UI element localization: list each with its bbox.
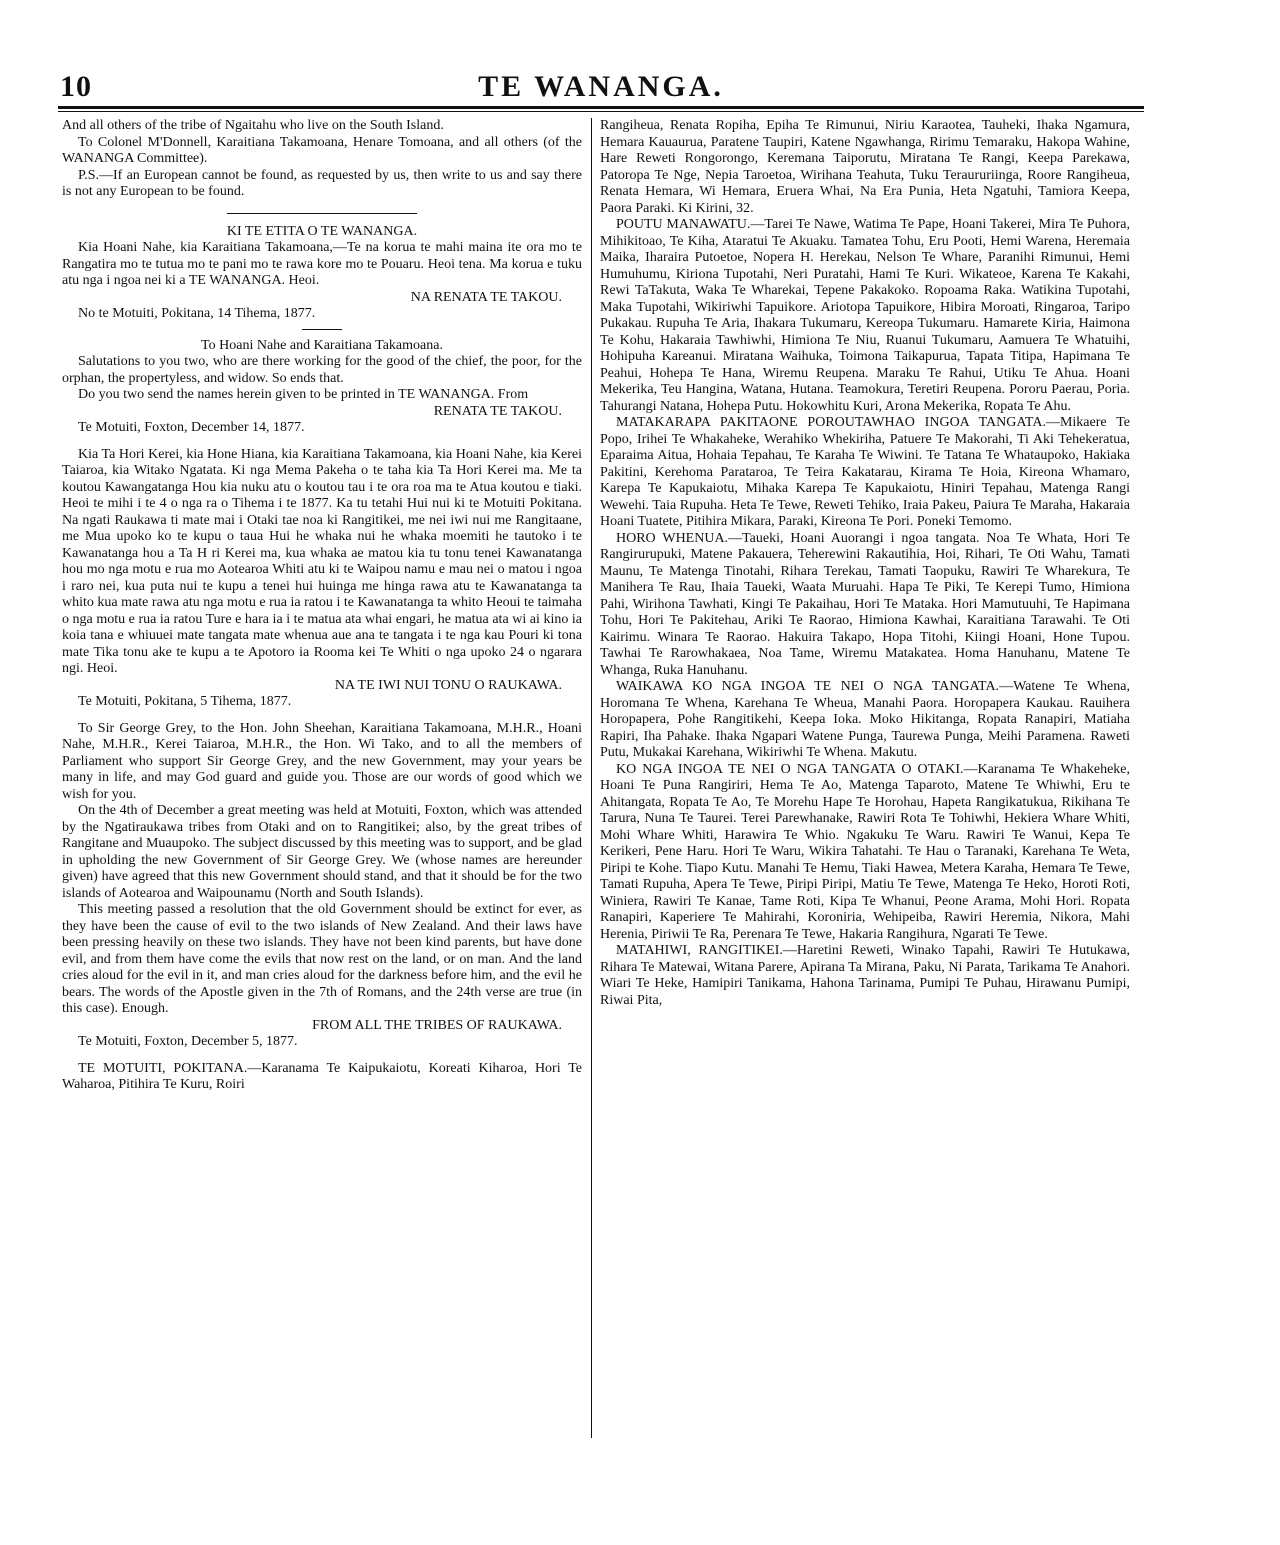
- section-heading: To Hoani Nahe and Karaitiana Takamoana.: [201, 337, 443, 353]
- paragraph: P.S.—If an European cannot be found, as requested by us, then write to us and say there is not any European to be found.: [62, 167, 582, 199]
- signature: NA TE IWI NUI TONU O RAUKAWA.: [334, 677, 562, 693]
- paragraph: And all others of the tribe of Ngaitahu who live on the South Island.: [62, 118, 444, 133]
- paragraph: Kia Hoani Nahe, kia Karaitiana Takamoana,—Te na korua te mahi maina ite ora mo te Rangatira mo te tutua mo te pani mo te rawa kore mo te Pouaru. Heoi tena. Ma korua e tuku atu nga i ngoa nei ki a TE WANANGA. Heoi.: [62, 240, 582, 288]
- run-in-heading: MATAKARAPA PAKITAONE POROUTAWHAO INGOA TANGATA.: [616, 415, 1046, 430]
- right-column: [600, 118, 1130, 1437]
- dateline: Te Motuiti, Foxton, December 14, 1877.: [78, 420, 305, 435]
- left-column: [62, 118, 582, 1437]
- list-paragraph: [600, 531, 1130, 680]
- page-number: 10: [60, 70, 92, 103]
- name-list: —Mikaere Te Popo, Irihei Te Whakaheke, Werahiko Whekiriha, Patuere Te Makorahi, Ti Aki Tehekeratua, Eparaima Aitua, Hohaia Tepahau, Te Karaha Te Wiwini. Te Tatana Te Whataupoko, Hakiaka Pakitini, Kerehoma Paratarоa, Te Teira Kakatarau, Kirama Te Hoia, Kireona Whamaro, Karepa Te Kapukaiotu, Mihaka Karepa Te Kapukaiotu, Hiniri Tepahau, Matenga Rangi Wewehi. Taia Rupuha. Heta Te Tewe, Reweti Tehiko, Iraia Pakeu, Paiura Te Maraha, Hakaraia Hoani Tuatete, Pitihira Mikara, Paraki, Kireona Te Pori. Poneki Temomo.: [600, 415, 1130, 529]
- signature: NA RENATA TE TAKOU.: [410, 289, 562, 305]
- page-header: [58, 68, 1144, 108]
- name-list: —Watene Te Whena, Horomana Te Whena, Karehana Te Wheua, Manahi Paora. Horopapera Kaukau. Rauihera Horopapera, Pohe Rangitikehi, Keepa Ioka. Moko Hikitanga, Ropata Ranapiri, Matiaha Rapiri, Iha Pahake. Ihaka Ngapari Watene Punga, Taurewa Punga, Meihi Paramena. Raweti Putu, Mukakai Karehana, Wikiriwhi Te Whena. Makutu.: [600, 679, 1130, 760]
- column-divider: [591, 118, 592, 1438]
- spacer: [62, 1051, 582, 1061]
- run-in-heading: MATAHIWI, RANGITIKEI.: [616, 943, 783, 958]
- name-list: —Tarei Te Nawe, Watima Te Pape, Hoani Takerei, Mira Te Puhora, Mihikitoao, Te Kiha, Ataratui Te Akuaku. Tamatea Tohu, Eru Pooti, Hemi Warena, Heremaia Maika, Iharaira Putoetoe, Nopera H. Herekau, Nelson Te Whare, Paranihi Rimunui, Hemi Humuhumu, Kiriona Tupotahi, Neri Puratahi, Hami Te Kuri. Wikateoe, Karena Te Kakahi, Rewi TaTakuta, Waka Te Wharekai, Tepene Pakakoko. Ropoama Raka. Watikina Tupotahi, Maka Tupotahi, Wikiriwhi Tapuikore. Ariotopa Tapuikore, Hibira Moroati, Ringaroa, Taripo Pukakau. Rupuha Te Aria, Ihakara Tukumaru, Kereopa Tukumaru. Hamarete Kiria, Haimona Te Kohu, Hakaraia Tawhiwhi, Himiona Te Niu, Ruanui Tukumaru, Aamuera Te Whatuihi, Hohipuha Kareanui. Miratana Waihuka, Toimona Taikapurua, Tapata Titipa, Hapimana Te Peahui, Hohepa Te Hana, Wiremu Reupena. Maraku Te Rahui, Utiku Te Ahua. Hoani Mekerika, Teu Hangina, Watana, Hutana. Teamokura, Teretiri Reupena. Pororu Paerau, Poria. Tahurangi Natana, Hohepa Putu. Hokowhitu Kuri, Arona Mekerika, Ropata Te Ahu.: [600, 217, 1130, 414]
- run-in-heading: HORO WHENUA.: [616, 530, 729, 546]
- header-rule-thick: [58, 106, 1144, 109]
- paragraph: Kia Ta Hori Kerei, kia Hone Hiana, kia Karaitiana Takamoana, kia Hoani Nahe, kia Kerei Taiaroa, kia Witako Ngatata. Ki nga Mema Pakeha o te taha kia Ta Hori Kerei ma. Me ta koutou Kawangatanga Hou kia nuku atu o koutou tau i te ora roa ma te Atua koutou e tiaki. Heoi te mihi i te 4 o nga ra o Tihema i te 1877. Ka tu tetahi Hui nui ki te Motuiti Pokitana. Na ngati Raukawa ti mate mai i Otaki tae noa ki Rangitikei, me nei iwi nui me Rangitaane, me Mua upoko ko te kupu o taua Hui he whaka nui he whaka moemiti he tautoko i te Kawanatanga hou a Ta H ri Kerei ma, kua whaka ae matou kia tu tonu tenei Kawanatanga hou mo nga motu e rua mo Aotearoa Whiti atu ki te Waipou namu e mau nei o matou i ngoa i raro nei, kua puta nui te kupu a tenei hui huinga me hinga rawa atu te Kawanatanga ta whito kua mate rawa atu nga motu e rua ia ratou i te Kawanatanga ta whito Heoui te taimaha o nga motu e rua ia ratou Ture e hara ia i te matua ata whai engari, he matua ata wi ai kino ia koia tana e whiuuei mate tangata mate whenua aue ana te tangata i te nga kau Pouri ki tona mate Tika tonu ake te kupu a te Apotoro ia Rooma kei Te Whiti o nga upoko 24 o ngarara ngi. Heoi.: [62, 446, 582, 676]
- list-paragraph: [62, 1061, 582, 1094]
- paragraph: On the 4th of December a great meeting was held at Motuiti, Foxton, which was attended by the Ngatiraukawa tribes from Otaki and on to Rangitikei; also, by the great tribes of Rangitane and Muaupoko. The subject discussed by this meeting was to support, and be glad in upholding the new Government of Sir George Grey. We (whose names are hereunder given) have agreed that this new Government should stand, and that it should be for the two islands of Aotearoa and Waipounamu (North and South Islands).: [62, 803, 582, 901]
- name-list: —Taueki, Hoani Auorangi i ngoa tangata. Noa Te Whata, Hori Te Rangirurupuki, Matene Pakauera, Teherewini Rakautihia, Hoi, Rihari, Te Oti Wahu, Tamati Maunu, Te Matenga Tinotahi, Rihara Terekau, Tamati Taopuku, Rawiri Te Wharekura, Te Manihera Te Rau, Ihaia Taueki, Waata Muruahi. Hapa Te Piki, Te Kerepi Tumo, Himiona Pahi, Wirihona Tawhati, Kingi Te Pakaihau, Hori Te Mataka. Hori Mamutuuhi, Te Hapimana Tohu, Hori Te Pakitehau, Ariki Te Raorao, Himiona Kawhai, Karaitiana Tarawahi. Te Oti Kairimu. Winara Te Raorao. Hakuira Takapo, Hopa Titohi, Kiingi Hoani, Hone Tupou. Tawhai Te Rarowhakaea, Noa Tame, Wiremu Matakatea. Homa Hanuhanu, Matene Te Whanga, Ruka Hanuhanu.: [600, 530, 1130, 678]
- paragraph: To Sir George Grey, to the Hon. John Sheehan, Karaitiana Takamoana, M.H.R., Hoani Nahe, M.H.R., Kerei Taiaroa, M.H.R., the Hon. Wi Tako, and to all the members of Parliament who support Sir George Grey, and the new Government, may your years be many in life, and may God guard and guide you. Those are our words of good which we wish for you.: [62, 720, 582, 802]
- signature: RENATA TE TAKOU.: [433, 403, 562, 419]
- dateline: No te Motuiti, Pokitana, 14 Tihema, 1877.: [78, 306, 316, 321]
- list-paragraph: [600, 762, 1130, 944]
- list-paragraph: [600, 415, 1130, 531]
- spacer: [62, 711, 582, 721]
- run-in-heading: KO NGA INGOA TE NEI O NGA TANGATA O OTAKI.: [616, 761, 964, 777]
- spacer: [62, 437, 582, 447]
- paragraph: To Colonel M'Donnell, Karaitiana Takamoana, Henare Tomoana, and all others (of the WANANGA Committee).: [62, 134, 582, 166]
- short-divider: [302, 329, 342, 330]
- signature: FROM ALL THE TRIBES OF RAUKAWA.: [312, 1017, 562, 1033]
- name-list: —Karanama Te Whakeheke, Hoani Te Puna Rangiriri, Hema Te Ao, Matenga Taparoto, Matene Te Whiwhi, Eru te Ahitangata, Ropata Te Ao, Te Morehu Hape Te Horohau, Hapeta Rangikatukua, Rikihana Te Tarura, Nuna Te Taurei. Terei Parewhanake, Rawiri Rota Te Tohiwhi, Hekiera Whare Whiti, Mohi Whare Whiti, Harawira Te Whio. Ngakuku Te Waru. Rawiri Te Wanui, Kepa Te Kerikeri, Pene Haru. Hori Te Waru, Wikira Tahatahi. Te Hau o Taranaki, Karehana Te Weta, Piripi te Kohe. Tiapo Kutu. Manahi Te Hemu, Tiaki Hawea, Metera Karaha, Hemara Te Tewe, Tamati Rupuha, Apera Te Tewe, Piripi Piripi, Matiu Te Tewe, Matenga Te Heko, Horoti Roti, Winiera, Rawiri Te Kanae, Tame Roti, Kipa Te Whanui, Peone Arama, Mohi Hori. Ropata Ranapiri, Kaperiere Te Mahirahi, Koroniria, Wehipeiba, Rawiri Heremia, Nikora, Mahi Herenia, Piriwii Te Ra, Perenara Te Tewe, Hakaria Rangihura, Ngarati Te Tewe.: [600, 761, 1130, 942]
- name-list: —Karanama Te Kaipukaiotu, Koreati Kiharoa, Hori Te Waharoa, Pitihira Te Kuru, Roiri: [62, 1060, 582, 1092]
- run-in-heading: WAIKAWA KO NGA INGOA TE NEI O NGA TANGATA.: [616, 679, 1000, 694]
- run-in-heading: TE MOTUITI, POKITANA.: [78, 1060, 248, 1076]
- list-paragraph: [600, 679, 1130, 762]
- dateline: Te Motuiti, Foxton, December 5, 1877.: [78, 1034, 298, 1049]
- name-list: Rangiheua, Renata Ropiha, Epiha Te Rimunui, Niriu Karaotea, Tauheki, Ihaka Ngamura, Hemara Kauaurua, Paratene Taupiri, Katene Ngawhanga, Ririmu Temaraku, Hakopa Wahine, Hare Reweti Rongorongo, Keremana Taiporutu, Miratana Te Rangi, Keepa Parekawa, Patoropa Te Nge, Nepia Taroetoa, Wirihana Teahuta, Tuku Teraururiinga, Roore Rangiheua, Renata Hemara, Wi Hemara, Eruera Whai, Na Era Punia, Heta Ngatuhi, Tamiora Keepa, Paora Paraki. Ki Kirini, 32.: [600, 118, 1130, 216]
- header-rule-thin: [58, 111, 1144, 112]
- paragraph: Salutations to you two, who are there working for the good of the chief, the poor, for the orphan, the propertyless, and widow. So ends that.: [62, 354, 582, 386]
- masthead-title: TE WANANGA.: [478, 70, 724, 103]
- paragraph: Do you two send the names herein given to be printed in TE WANANGA. From: [78, 387, 529, 402]
- list-paragraph: [600, 943, 1130, 1009]
- name-list: —Haretini Reweti, Winako Tapahi, Rawiri Te Hutukawa, Rihara Te Matewai, Witana Parere, Apirana Ta Mirana, Paku, Ni Parata, Tarikama Te Anahori. Wiari Te Heke, Hamipiri Tanikama, Hahona Tarinama, Pumipi Te Puhau, Hirawanu Pumipi, Riwai Pita,: [600, 943, 1130, 1008]
- run-in-heading: POUTU MANAWATU.: [616, 217, 751, 232]
- list-paragraph: [600, 217, 1130, 415]
- dateline: Te Motuiti, Pokitana, 5 Tihema, 1877.: [78, 694, 292, 709]
- paragraph: This meeting passed a resolution that the old Government should be extinct for ever, as they have been the cause of evil to the two islands of New Zealand. And their laws have been pressing heavily on these two islands. They have not been kind parents, but have done evil, and from them have come the evils that now rest on the land, or on man. And the land cries aloud for the evil in it, and man cries aloud for the darkness before him, and the evil he bears. The words of the Apostle given in the 7th of Romans, and the 24th verse are true (in this case). Enough.: [62, 902, 582, 1016]
- section-divider: [227, 213, 417, 214]
- section-heading: KI TE ETITA O TE WANANGA.: [226, 223, 418, 239]
